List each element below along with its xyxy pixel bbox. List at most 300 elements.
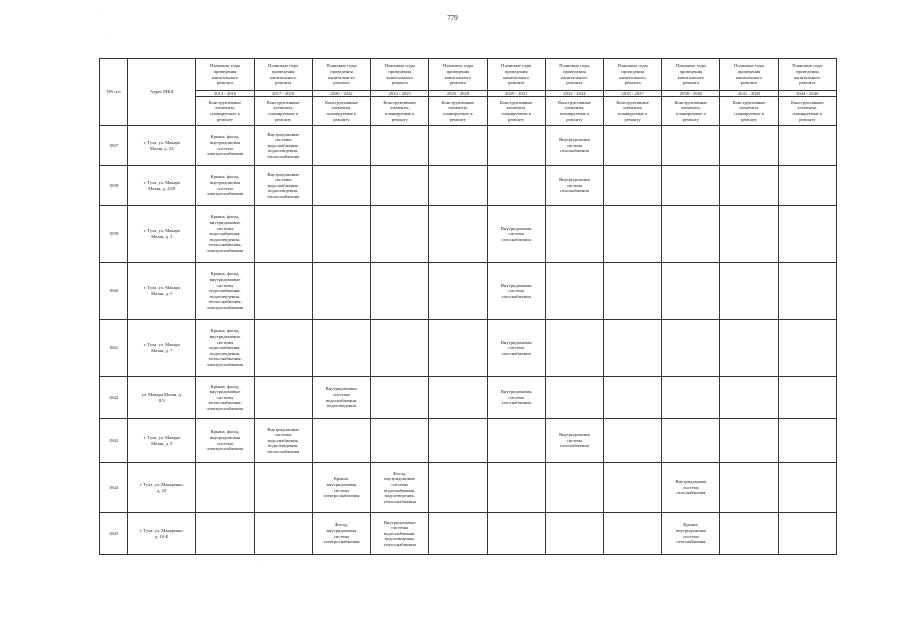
repair-elements-cell bbox=[662, 206, 720, 263]
header-structural-elements-line: Конструктивные bbox=[266, 99, 300, 105]
header-planned-period-line: ремонта bbox=[566, 80, 583, 86]
repair-elements-line: Крыша, bbox=[683, 522, 699, 528]
header-structural-elements-line: ремонту bbox=[216, 116, 234, 122]
repair-elements-line: Крыша, фасад, bbox=[210, 271, 240, 277]
repair-elements-line: система bbox=[217, 440, 233, 446]
repair-elements-line: электроснабжения bbox=[206, 405, 244, 411]
row-number: 1841 bbox=[100, 320, 128, 377]
repair-elements-cell bbox=[371, 320, 429, 377]
row-address bbox=[128, 513, 196, 555]
repair-elements-line: электроснабжения bbox=[206, 361, 244, 367]
repair-elements-cell bbox=[312, 126, 370, 166]
header-structural-elements-line: ремонту bbox=[391, 116, 408, 122]
repair-elements-line: Крыша, фасад, bbox=[210, 174, 240, 180]
repair-elements-cell bbox=[604, 126, 662, 166]
repair-elements-cell bbox=[545, 206, 603, 263]
repair-elements-cell bbox=[487, 513, 545, 555]
header-year-range: 2035 - 2037 bbox=[604, 91, 662, 97]
row-number: 1838 bbox=[100, 166, 128, 206]
header-planned-period-line: капитального bbox=[386, 74, 413, 80]
row-address-line: г. Тула, ул. Макара bbox=[143, 139, 180, 145]
repair-elements-line: водоотведения, bbox=[268, 443, 299, 449]
header-planned-period-line: проведения bbox=[796, 68, 819, 74]
header-number: NN п/п bbox=[100, 59, 128, 126]
header-structural-elements-line: элементы, bbox=[622, 105, 643, 111]
header-structural-elements-line: элементы, bbox=[797, 105, 818, 111]
header-planned-period-line: проведения bbox=[446, 68, 470, 74]
header-planned-period-line: Плановые годы bbox=[617, 63, 648, 69]
repair-elements-cell bbox=[312, 166, 370, 206]
repair-elements-cell bbox=[429, 419, 487, 463]
header-structural-elements-line: ремонту bbox=[333, 116, 350, 122]
row-address-line: г. Тула, ул. Макара bbox=[143, 285, 180, 291]
row-address-line: Мазая, д. 9 bbox=[151, 440, 173, 446]
repair-elements-line: электроснабжения bbox=[206, 247, 244, 253]
scan-speck: · bbox=[263, 565, 265, 570]
repair-elements-line: системы bbox=[333, 391, 350, 397]
repair-elements-line: Крыша, фасад, bbox=[210, 383, 240, 389]
header-structural-elements-line: ремонту bbox=[566, 116, 583, 122]
header-structural-elements bbox=[312, 97, 370, 126]
repair-elements-cell bbox=[429, 513, 487, 555]
repair-elements-line: системы bbox=[216, 225, 234, 231]
header-planned-period-line: Плановые годы bbox=[442, 63, 474, 69]
repair-elements-line: Внутридомовые bbox=[267, 171, 300, 177]
header-structural-elements-line: планируемые к bbox=[268, 111, 299, 116]
repair-elements-line: система bbox=[508, 394, 524, 400]
header-year-range: 2029 - 2031 bbox=[487, 91, 545, 97]
repair-elements-line: Крыша, bbox=[333, 476, 350, 482]
repair-elements-line: Внутридомовая bbox=[559, 177, 590, 183]
repair-elements-line: водоснабжения, bbox=[384, 487, 416, 493]
header-structural-elements-line: Конструктивные bbox=[558, 99, 591, 105]
row-number: 1842 bbox=[100, 377, 128, 419]
repair-elements-cell bbox=[662, 377, 720, 419]
repair-elements-line: внутридомовая bbox=[210, 179, 240, 185]
repair-elements-cell bbox=[371, 463, 429, 513]
repair-elements-cell bbox=[720, 263, 778, 320]
repair-elements-line: водоснабжения, bbox=[384, 530, 416, 536]
repair-elements-line: теплоснабжения, bbox=[208, 299, 242, 305]
repair-elements-cell bbox=[662, 263, 720, 320]
repair-elements-line: электроснабжения bbox=[206, 446, 244, 452]
row-address bbox=[128, 126, 196, 166]
row-address-line: г. Тула, ул. Макара bbox=[143, 179, 180, 185]
repair-elements-cell bbox=[604, 463, 662, 513]
repair-elements-cell bbox=[196, 320, 254, 377]
repair-elements-line: внутридомовые bbox=[209, 334, 241, 340]
header-planned-period-line: ремонта bbox=[216, 80, 234, 86]
header-planned-period-line: проведения bbox=[504, 68, 528, 74]
repair-elements-cell bbox=[720, 513, 778, 555]
header-year-range: 2041 - 2043 bbox=[720, 91, 778, 97]
header-planned-period-line: Плановые годы bbox=[733, 63, 765, 69]
header-structural-elements-line: Конструктивные bbox=[791, 99, 824, 105]
repair-elements-cell bbox=[604, 419, 662, 463]
repair-elements-cell bbox=[371, 166, 429, 206]
header-planned-period-line: ремонта bbox=[741, 80, 758, 86]
row-number: 1839 bbox=[100, 206, 128, 263]
repair-elements-line: теплоснабжения, bbox=[208, 356, 242, 362]
header-planned-period-line: Плановые годы bbox=[675, 63, 706, 69]
repair-elements-line: газоснабжения bbox=[676, 490, 706, 496]
repair-elements-line: теплоснабжения bbox=[383, 541, 416, 547]
header-structural-elements-line: ремонту bbox=[449, 116, 467, 122]
header-planned-period bbox=[720, 59, 778, 91]
header-planned-period-line: Плановые годы bbox=[326, 63, 357, 69]
header-planned-period bbox=[662, 59, 720, 91]
repair-elements-cell bbox=[254, 463, 312, 513]
header-structural-elements bbox=[662, 97, 720, 126]
header-structural-elements-line: Конструктивные bbox=[208, 99, 242, 105]
repair-elements-cell bbox=[254, 263, 312, 320]
header-structural-elements-line: ремонту bbox=[682, 116, 699, 122]
repair-elements-line: водоотведения, bbox=[210, 293, 240, 299]
repair-elements-cell bbox=[371, 263, 429, 320]
header-planned-period-line: ремонта bbox=[508, 80, 525, 86]
header-structural-elements bbox=[487, 97, 545, 126]
repair-elements-line: внутридомовая bbox=[675, 527, 706, 533]
row-address-line: г. Тула, ул. Макаренко, bbox=[139, 481, 184, 487]
repair-elements-line: системы bbox=[274, 432, 292, 438]
repair-elements-line: система bbox=[217, 145, 233, 151]
header-year-range: 2017 - 2019 bbox=[254, 91, 312, 97]
repair-elements-cell bbox=[604, 513, 662, 555]
repair-elements-cell bbox=[312, 206, 370, 263]
repair-elements-line: электроснабжения bbox=[323, 539, 360, 545]
repair-elements-cell bbox=[196, 377, 254, 419]
header-planned-period-line: Плановые годы bbox=[268, 63, 299, 69]
repair-elements-line: водоотведения bbox=[327, 403, 356, 409]
header-structural-elements-line: Конструктивные bbox=[325, 99, 358, 105]
repair-elements-line: системы bbox=[274, 177, 292, 183]
repair-elements-line: газоснабжения bbox=[676, 539, 706, 545]
table-row bbox=[100, 513, 837, 555]
table-row bbox=[100, 320, 837, 377]
header-structural-elements-line: Конструктивные bbox=[616, 99, 649, 105]
repair-elements-cell bbox=[720, 419, 778, 463]
repair-elements-cell bbox=[371, 206, 429, 263]
header-structural-elements-line: планируемые к bbox=[384, 111, 415, 116]
repair-elements-line: Внутридомовая bbox=[675, 479, 707, 485]
repair-elements-line: внутридомовые bbox=[209, 220, 241, 226]
header-structural-elements-line: ремонту bbox=[799, 116, 816, 122]
table-row bbox=[100, 126, 837, 166]
header-structural-elements-line: планируемые к bbox=[443, 111, 473, 116]
repair-elements-line: Внутридомовая bbox=[500, 389, 532, 395]
header-structural-elements-line: ремонту bbox=[508, 116, 525, 122]
repair-elements-line: газоснабжения bbox=[559, 443, 589, 449]
header-planned-period-line: капитального bbox=[328, 74, 355, 80]
table-row bbox=[100, 377, 837, 419]
table-row bbox=[100, 419, 837, 463]
header-year-range: 2038 - 2040 bbox=[662, 91, 720, 97]
row-address-line: Мазая, д. 25/8 bbox=[148, 185, 176, 191]
repair-elements-cell bbox=[720, 463, 778, 513]
repair-elements-line: теплоснабжения bbox=[267, 153, 300, 159]
row-number: 1843 bbox=[100, 419, 128, 463]
repair-elements-line: электроснабжения bbox=[323, 493, 360, 499]
repair-elements-line: Внутридомовые bbox=[325, 386, 358, 392]
repair-elements-cell bbox=[429, 377, 487, 419]
repair-elements-cell bbox=[429, 320, 487, 377]
header-planned-period-line: проведения bbox=[388, 68, 411, 74]
repair-elements-cell bbox=[778, 463, 836, 513]
header-planned-period-line: Плановые годы bbox=[209, 63, 241, 69]
repair-elements-cell bbox=[487, 419, 545, 463]
header-structural-elements-line: планируемые к bbox=[326, 111, 357, 116]
row-address-line: г. Тула, ул. Макара bbox=[143, 342, 180, 348]
repair-elements-cell bbox=[662, 463, 720, 513]
repair-elements-cell bbox=[720, 377, 778, 419]
repair-elements-cell bbox=[778, 126, 836, 166]
row-address-line: Мазая, д. 3 bbox=[151, 234, 173, 239]
repair-elements-cell bbox=[312, 513, 370, 555]
repair-elements-cell bbox=[545, 166, 603, 206]
repair-elements-line: система bbox=[566, 142, 583, 148]
repair-elements-cell bbox=[778, 320, 836, 377]
repair-elements-line: система bbox=[333, 487, 350, 493]
repair-elements-line: система bbox=[508, 288, 524, 294]
repair-elements-line: системы bbox=[391, 481, 408, 487]
table-row bbox=[100, 263, 837, 320]
table-row bbox=[100, 463, 837, 513]
row-address-line: г. Тула, ул. Макаренко, bbox=[139, 527, 184, 533]
repair-elements-line: система bbox=[508, 231, 524, 237]
repair-elements-line: внутридомовая bbox=[210, 434, 240, 440]
repair-elements-line: система bbox=[333, 533, 350, 539]
repair-elements-line: внутридомовая bbox=[210, 139, 240, 145]
header-planned-period-line: капитального bbox=[735, 74, 763, 80]
repair-elements-cell bbox=[254, 166, 312, 206]
repair-elements-line: теплоснабжения bbox=[267, 448, 300, 454]
repair-elements-cell bbox=[604, 320, 662, 377]
repair-elements-cell bbox=[778, 166, 836, 206]
repair-elements-cell bbox=[487, 377, 545, 419]
header-planned-period-line: проведения bbox=[563, 68, 586, 74]
repair-elements-line: водоснабжения, bbox=[267, 182, 299, 188]
header-structural-elements-line: планируемые к bbox=[617, 111, 648, 116]
repair-elements-line: внутридомовые bbox=[209, 277, 241, 283]
row-address-line: 8/3 bbox=[158, 397, 165, 403]
repair-elements-line: электроснабжения bbox=[206, 151, 244, 157]
repair-elements-cell bbox=[429, 206, 487, 263]
header-year-range: 2020 - 2022 bbox=[312, 91, 370, 97]
header-structural-elements bbox=[604, 97, 662, 126]
header-structural-elements-line: планируемые к bbox=[792, 111, 823, 116]
header-planned-period-line: ремонта bbox=[391, 80, 408, 86]
repair-elements-cell bbox=[720, 126, 778, 166]
repair-elements-cell bbox=[778, 513, 836, 555]
header-planned-period-line: проведения bbox=[213, 68, 237, 74]
repair-elements-cell bbox=[312, 263, 370, 320]
header-structural-elements bbox=[196, 97, 254, 126]
repair-elements-cell bbox=[429, 463, 487, 513]
row-address bbox=[128, 263, 196, 320]
header-planned-period-line: Плановые годы bbox=[792, 63, 823, 69]
header-address: Адрес МКД bbox=[128, 59, 196, 126]
repair-elements-line: система bbox=[683, 484, 699, 490]
header-planned-period-line: капитального bbox=[619, 74, 646, 80]
repair-elements-line: внутридомовые bbox=[209, 389, 241, 395]
repair-elements-cell bbox=[720, 206, 778, 263]
repair-elements-cell bbox=[545, 513, 603, 555]
repair-elements-cell bbox=[196, 126, 254, 166]
repair-elements-line: водоснабжения, bbox=[325, 397, 358, 403]
capital-repair-plan-table bbox=[99, 58, 837, 555]
repair-elements-line: газоснабжения bbox=[501, 350, 531, 356]
repair-elements-cell bbox=[312, 419, 370, 463]
repair-elements-cell bbox=[545, 126, 603, 166]
repair-elements-line: теплоснабжения bbox=[383, 498, 416, 504]
row-address-line: г. Тула, ул. Макара bbox=[143, 434, 180, 440]
repair-elements-line: Фасад, bbox=[334, 522, 349, 528]
repair-elements-line: водоснабжения, bbox=[209, 231, 241, 237]
repair-elements-cell bbox=[662, 166, 720, 206]
header-planned-period bbox=[545, 59, 603, 91]
header-planned-period-line: проведения bbox=[621, 68, 644, 74]
header-year-range: 2044 - 2046 bbox=[778, 91, 836, 97]
repair-elements-cell bbox=[604, 166, 662, 206]
repair-elements-line: системы bbox=[391, 525, 408, 531]
repair-elements-cell bbox=[196, 419, 254, 463]
repair-elements-cell bbox=[662, 126, 720, 166]
header-structural-elements-line: ремонту bbox=[740, 116, 758, 122]
row-address-line: Мазая, д. 7 bbox=[151, 348, 173, 353]
row-number: 1844 bbox=[100, 463, 128, 513]
repair-elements-cell bbox=[604, 206, 662, 263]
header-planned-period-line: капитального bbox=[444, 74, 472, 80]
repair-elements-line: газоснабжения bbox=[501, 293, 531, 299]
row-address-line: ул. Макара Мазая, д. bbox=[141, 391, 182, 397]
row-address-line: Мазая, д. 23 bbox=[149, 145, 174, 151]
repair-elements-cell bbox=[371, 377, 429, 419]
header-planned-period-line: Плановые годы bbox=[501, 63, 532, 69]
repair-elements-line: Внутридомовая bbox=[500, 225, 532, 231]
repair-elements-cell bbox=[254, 320, 312, 377]
header-structural-elements-line: элементы, bbox=[680, 105, 701, 111]
row-address-line: г. Тула, ул. Макара bbox=[143, 228, 180, 234]
repair-elements-line: водоотведения, bbox=[210, 350, 240, 356]
row-address bbox=[128, 463, 196, 513]
header-year-range: 2023 - 2025 bbox=[371, 91, 429, 97]
repair-elements-line: системы bbox=[274, 137, 292, 143]
table-row bbox=[100, 206, 837, 263]
repair-elements-line: водоснабжения, bbox=[209, 345, 241, 351]
repair-elements-cell bbox=[778, 263, 836, 320]
header-planned-period-line: капитального bbox=[677, 74, 705, 80]
repair-elements-line: система bbox=[508, 345, 524, 351]
header-planned-period-line: ремонта bbox=[799, 80, 816, 86]
header-structural-elements bbox=[429, 97, 487, 126]
repair-elements-line: теплоснабжения, bbox=[208, 400, 242, 406]
repair-elements-cell bbox=[778, 206, 836, 263]
header-planned-period-line: проведения bbox=[737, 68, 761, 74]
header-planned-period-line: капитального bbox=[270, 74, 297, 80]
header-structural-elements-line: планируемые к bbox=[501, 111, 531, 116]
header-planned-period-line: Плановые годы bbox=[384, 63, 415, 69]
repair-elements-line: системы bbox=[216, 394, 234, 400]
repair-elements-line: Фасад, bbox=[393, 470, 407, 476]
repair-elements-line: внутридомовая bbox=[326, 527, 357, 533]
header-structural-elements-line: планируемые к bbox=[676, 111, 706, 116]
repair-elements-line: внутридомовая bbox=[326, 481, 357, 487]
row-address bbox=[128, 206, 196, 263]
header-planned-period-line: Плановые годы bbox=[559, 63, 590, 69]
repair-elements-line: Внутридомовые bbox=[267, 131, 300, 137]
header-structural-elements-line: планируемые к bbox=[734, 111, 764, 116]
repair-elements-cell bbox=[720, 166, 778, 206]
repair-elements-line: Крыша, фасад, bbox=[210, 134, 240, 140]
repair-elements-cell bbox=[196, 166, 254, 206]
header-planned-period bbox=[604, 59, 662, 91]
repair-elements-cell bbox=[196, 513, 254, 555]
repair-elements-line: внутридомовые bbox=[384, 476, 416, 482]
header-planned-period-line: капитального bbox=[211, 74, 239, 80]
repair-elements-cell bbox=[487, 126, 545, 166]
repair-elements-cell bbox=[487, 320, 545, 377]
repair-elements-cell bbox=[545, 320, 603, 377]
scan-speck: · bbox=[100, 12, 102, 17]
repair-elements-cell bbox=[662, 419, 720, 463]
repair-elements-line: газоснабжения bbox=[559, 188, 589, 194]
header-year-range: 2026 - 2028 bbox=[429, 91, 487, 97]
row-address-line: д. 10 bbox=[157, 487, 167, 493]
header-planned-period bbox=[371, 59, 429, 91]
repair-elements-cell bbox=[196, 206, 254, 263]
header-structural-elements-line: элементы, bbox=[389, 105, 410, 111]
repair-elements-line: водоснабжения, bbox=[267, 142, 299, 148]
repair-elements-cell bbox=[545, 263, 603, 320]
header-structural-elements-line: Конструктивные bbox=[499, 99, 533, 105]
header-structural-elements-line: элементы, bbox=[447, 105, 468, 111]
row-number: 1840 bbox=[100, 263, 128, 320]
repair-elements-line: электроснабжения bbox=[206, 304, 244, 310]
repair-elements-cell bbox=[254, 513, 312, 555]
header-structural-elements-line: Конструктивные bbox=[441, 99, 475, 105]
repair-elements-line: теплоснабжения bbox=[267, 193, 300, 199]
header-structural-elements-line: элементы, bbox=[273, 105, 294, 111]
repair-elements-line: водоснабжения, bbox=[267, 437, 299, 443]
header-planned-period bbox=[429, 59, 487, 91]
repair-elements-cell bbox=[604, 263, 662, 320]
repair-elements-cell bbox=[371, 419, 429, 463]
repair-elements-line: газоснабжения bbox=[501, 400, 531, 406]
repair-elements-line: водоотведения, bbox=[268, 148, 299, 154]
header-planned-period-line: проведения bbox=[679, 68, 703, 74]
repair-elements-cell bbox=[662, 513, 720, 555]
header-structural-elements-line: Конструктивные bbox=[732, 99, 766, 105]
repair-elements-line: водоотведения, bbox=[210, 236, 240, 242]
repair-elements-line: водоотведения, bbox=[384, 536, 415, 542]
repair-elements-line: теплоснабжения, bbox=[208, 242, 242, 248]
header-structural-elements-line: элементы, bbox=[564, 105, 585, 111]
scan-speck: · bbox=[106, 30, 108, 35]
repair-elements-line: водоотведения, bbox=[268, 188, 299, 194]
header-planned-period-line: капитального bbox=[502, 74, 530, 80]
header-structural-elements-line: планируемые к bbox=[559, 111, 590, 116]
repair-elements-line: Крыша, фасад, bbox=[210, 214, 240, 220]
row-address-line: д. 10-Б bbox=[155, 533, 169, 539]
header-structural-elements bbox=[545, 97, 603, 126]
repair-elements-cell bbox=[487, 263, 545, 320]
row-address-line: Мазая, д. 5 bbox=[151, 291, 173, 296]
repair-elements-cell bbox=[487, 166, 545, 206]
header-planned-period-line: ремонта bbox=[624, 80, 641, 86]
header-structural-elements-line: элементы, bbox=[215, 105, 235, 111]
repair-elements-line: система bbox=[217, 185, 233, 191]
header-structural-elements-line: Конструктивные bbox=[674, 99, 708, 105]
